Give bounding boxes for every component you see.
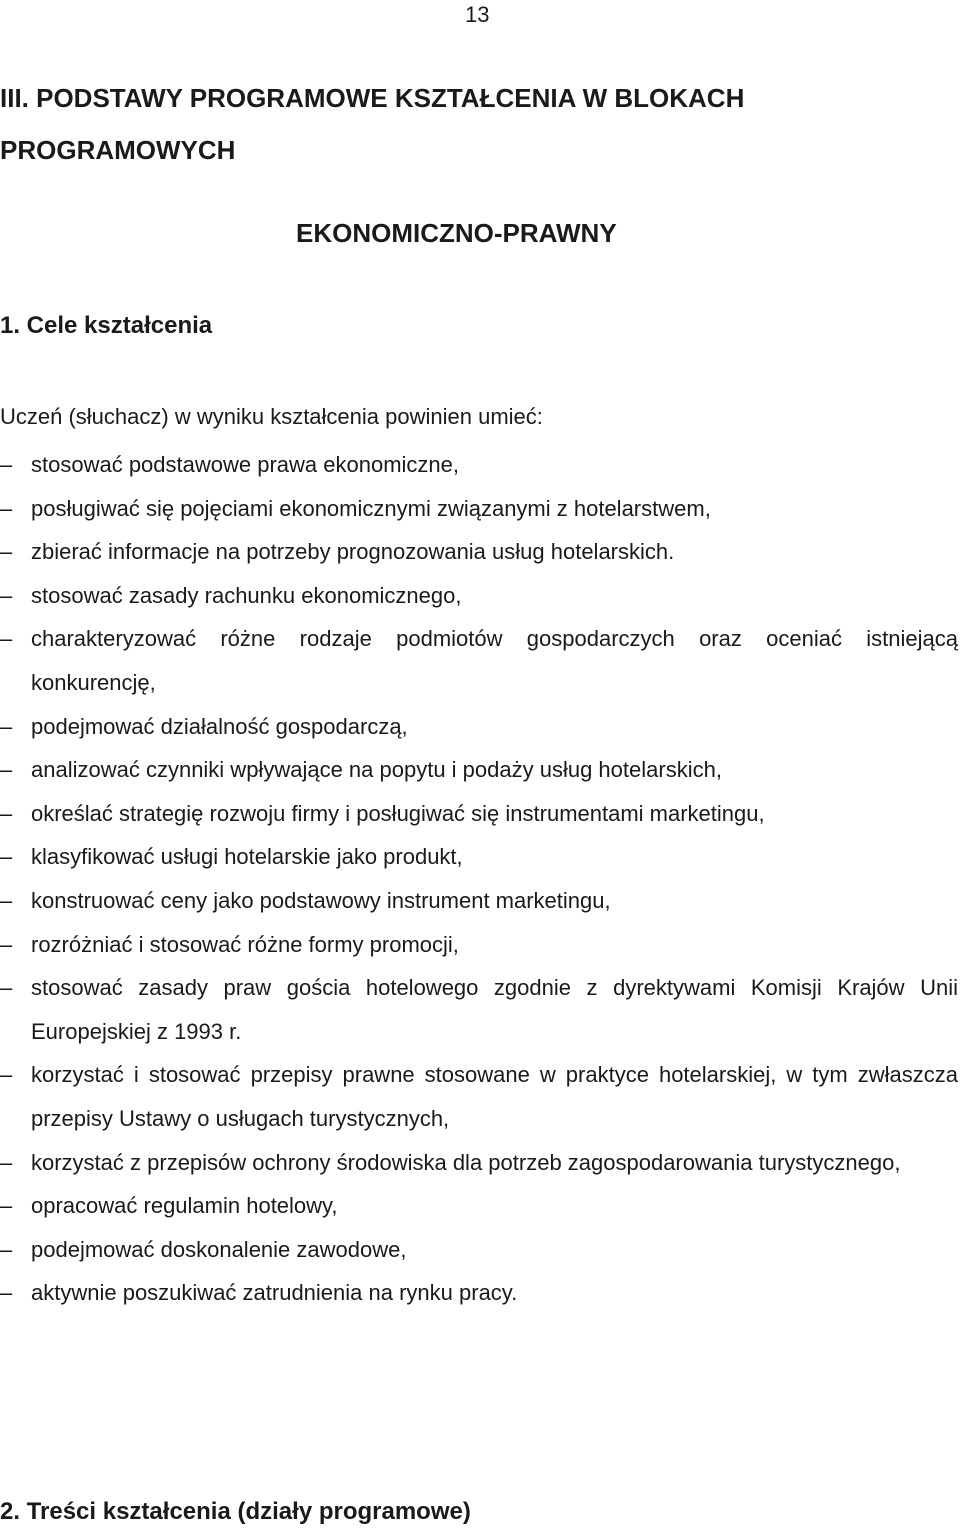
- dash-bullet: –: [0, 539, 13, 565]
- dash-bullet: –: [0, 1149, 13, 1175]
- list-item-text: korzystać i stosować przepisy prawne stosowane w praktyce hotelarskiej, w tym zwłaszcza przepisy Ustawy o usługach turystycznych,: [31, 1062, 958, 1131]
- list-item-text: posługiwać się pojęciami ekonomicznymi związanymi z hotelarstwem,: [31, 495, 711, 521]
- list-item: [0, 1184, 958, 1228]
- page-number: 13: [465, 2, 490, 27]
- dash-bullet: –: [0, 452, 13, 477]
- list-item-text: aktywnie poszukiwać zatrudnienia na rynku pracy.: [31, 1280, 518, 1306]
- dash-bullet: –: [0, 1193, 13, 1219]
- dash-bullet: –: [0, 800, 13, 826]
- list-item-text: rozróżniać i stosować różne formy promocji,: [31, 931, 459, 957]
- list-item: [0, 1271, 958, 1315]
- list-item-text: stosować zasady praw gościa hotelowego zgodnie z dyrektywami Komisji Krajów Unii Europejskiej z 1993 r.: [31, 975, 958, 1044]
- list-item: [0, 923, 958, 967]
- dash-bullet: –: [0, 757, 13, 783]
- list-item-text: podejmować działalność gospodarczą,: [31, 713, 408, 739]
- dash-bullet: –: [0, 713, 13, 739]
- list-item-text: stosować zasady rachunku ekonomicznego,: [31, 582, 462, 608]
- dash-bullet: –: [0, 1062, 13, 1088]
- list-item: [0, 835, 958, 879]
- list-item-text: charakteryzować różne rodzaje podmiotów gospodarczych oraz oceniać istniejącą konkurencję,: [31, 626, 958, 695]
- list-item: [0, 574, 958, 618]
- intro-text: Uczeń (słuchacz) w wyniku kształcenia powinien umieć:: [0, 404, 543, 429]
- list-item: [0, 879, 958, 923]
- dash-bullet: –: [0, 582, 13, 608]
- list-item-text: opracować regulamin hotelowy,: [31, 1193, 338, 1219]
- list-item: [0, 487, 958, 531]
- list-item: [0, 748, 958, 792]
- list-item-text: analizować czynniki wpływające na popytu i podaży usług hotelarskich,: [31, 757, 722, 783]
- list-item-text: klasyfikować usługi hotelarskie jako produkt,: [31, 844, 463, 870]
- list-item-text: zbierać informacje na potrzeby prognozowania usług hotelarskich.: [31, 539, 675, 565]
- list-item: [0, 792, 958, 836]
- list-item-text: korzystać z przepisów ochrony środowiska dla potrzeb zagospodarowania turystycznego,: [31, 1149, 901, 1175]
- list-item: [0, 443, 958, 487]
- dash-bullet: –: [0, 931, 13, 957]
- block-title: EKONOMICZNO-PRAWNY: [296, 218, 617, 248]
- goals-list: [0, 443, 958, 1315]
- list-item: [0, 966, 958, 1053]
- list-item: [0, 705, 958, 749]
- dash-bullet: –: [0, 1280, 13, 1306]
- list-item: [0, 1228, 958, 1272]
- dash-bullet: –: [0, 975, 13, 1001]
- list-item: [0, 530, 958, 574]
- list-item: [0, 617, 958, 704]
- list-item-text: konstruować ceny jako podstawowy instrument marketingu,: [31, 887, 611, 913]
- section-title: III. PODSTAWY PROGRAMOWE KSZTAŁCENIA W BLOKACH PROGRAMOWYCH: [0, 83, 745, 165]
- dash-bullet: –: [0, 495, 13, 521]
- dash-bullet: –: [0, 887, 13, 913]
- list-item: [0, 1053, 958, 1140]
- dash-bullet: –: [0, 1236, 13, 1262]
- list-item: [0, 1141, 958, 1185]
- list-item-text: podejmować doskonalenie zawodowe,: [31, 1236, 407, 1262]
- list-item-text: określać strategię rozwoju firmy i posługiwać się instrumentami marketingu,: [31, 800, 765, 826]
- subheading-goals: 1. Cele kształcenia: [0, 312, 213, 339]
- list-item-text: stosować podstawowe prawa ekonomiczne,: [31, 452, 460, 477]
- subheading-contents: 2. Treści kształcenia (działy programowe): [0, 1498, 471, 1525]
- dash-bullet: –: [0, 844, 13, 870]
- dash-bullet: –: [0, 626, 13, 652]
